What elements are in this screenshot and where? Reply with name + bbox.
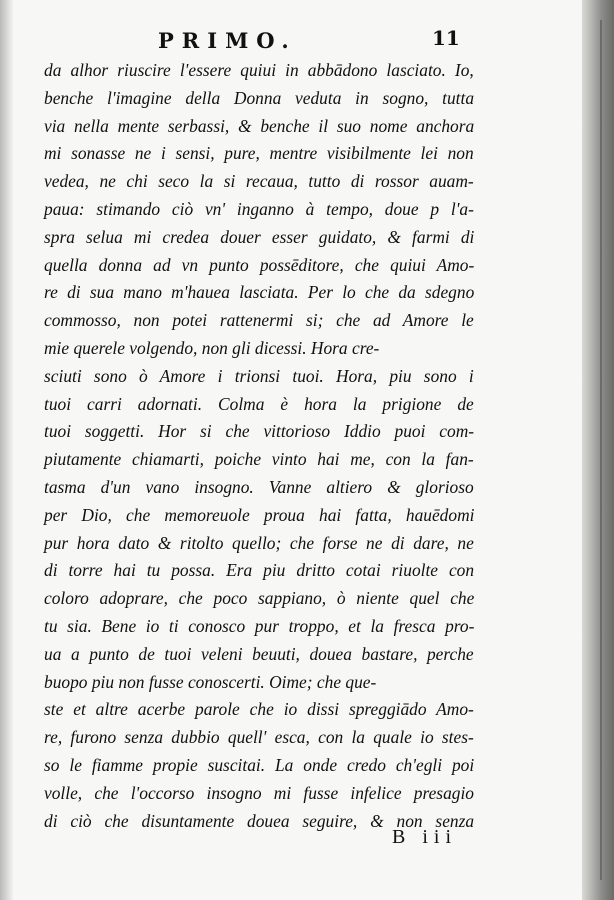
text-line: re di sua mano m'hauea lasciata. Per lo che da sdegno [44,282,475,303]
text-line: pur hora dato & ritolto quello; che forse ne di dare, ne [44,532,474,553]
text-line: commosso, non potei rattenermi si; che ad Amore le [44,310,474,331]
text-line: tu sia. Bene io ti conosco pur troppo, et la fresca pro- [44,615,475,636]
text-line: so le fiamme propie suscitai. La onde credo ch'egli poi [44,754,475,775]
body-text [44,57,474,835]
text-line: vedea, ne chi seco la si recaua, tutto di rossor auam- [44,171,474,192]
text-line: buopo piu non fusse conoscerti. Oime; che que- [44,671,377,692]
text-line: da alhor riuscire l'essere quiui in abbādono lasciato. Io, [44,60,474,80]
page-edge-shadow [0,0,14,900]
text-line: benche l'imagine della Donna veduta in sogno, tutta [44,87,475,108]
text-line: ua a punto de tuoi veleni beuuti, douea bastare, perche [44,643,474,664]
text-line: mie querele volgendo, non gli dicessi. Hora cre- [44,337,380,358]
text-line: mi sonasse ne i sensi, pure, mentre visibilmente lei non [44,143,474,164]
text-line: spra selua mi credea douer esser guidato, & farmi di [44,226,475,247]
text-line: di torre hai tu possa. Era piu dritto cotai riuolte con [44,560,475,581]
text-line: re, furono senza dubbio quell' esca, con la quale io stes- [44,727,474,748]
text-line: tuoi soggetti. Hor si che vittorioso Iddio puoi com- [44,421,475,442]
text-line: quella donna ad vn punto possēditore, che quiui Amo- [44,254,475,275]
text-line: di ciò che disuntamente douea seguire, & non senza [44,810,475,831]
running-title: PRIMO. [158,28,297,53]
book-gutter [582,0,614,900]
text-line: paua: stimando ciò vn' inganno à tempo, doue p l'a- [44,198,474,219]
text-line: sciuti sono ò Amore i trionsi tuoi. Hora, piu sono i [44,365,474,386]
text-line: per Dio, che memoreuole proua hai fatta, hauēdomi [44,504,475,525]
text-line: tasma d'un vano insogno. Vanne altiero & glorioso [44,476,474,497]
gutter-edge-line [600,20,602,880]
page-number: 11 [432,26,460,50]
text-line: via nella mente serbassi, & benche il suo nome anchora [44,115,475,136]
text-line: volle, che l'occorso insogno mi fusse infelice presagio [44,782,474,803]
signature-mark: B iii [392,826,458,848]
text-line: piutamente chiamarti, poiche vinto hai me, con la fan- [44,449,474,470]
text-line: tuoi carri adornati. Colma è hora la prigione de [44,393,474,414]
text-line: ste et altre acerbe parole che io dissi spreggiādo Amo- [44,699,474,720]
text-line: coloro adoprare, che poco sappiano, ò niente quel che [44,588,475,609]
